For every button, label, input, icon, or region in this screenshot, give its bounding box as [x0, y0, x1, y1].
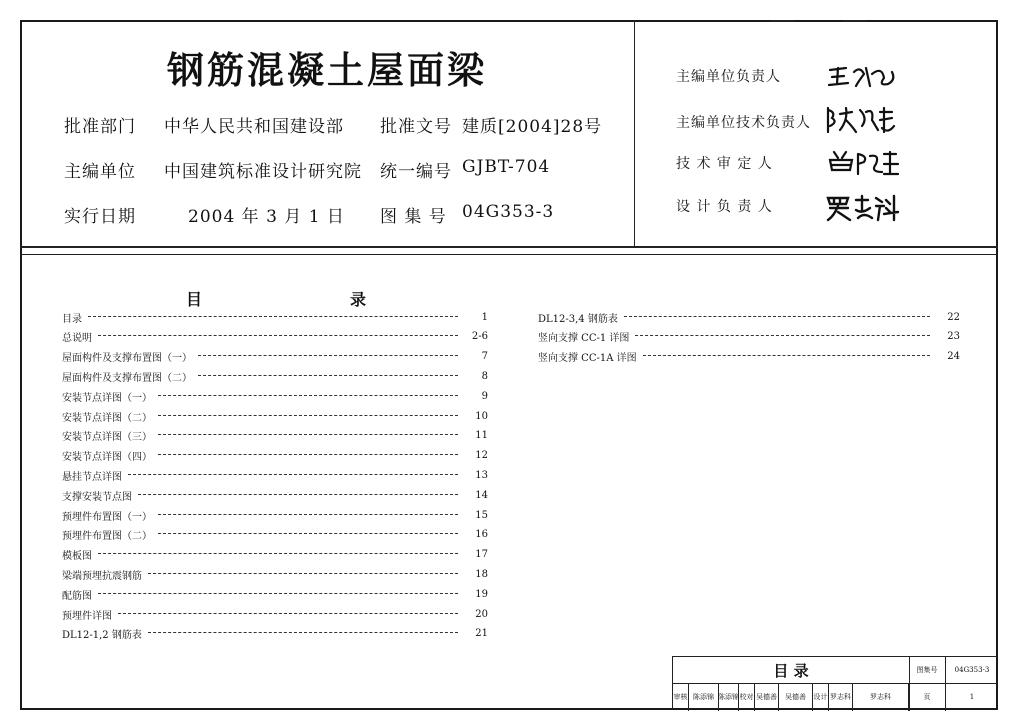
signature-image: [826, 60, 902, 90]
page-label: 页: [923, 693, 931, 701]
toc-entry: [538, 347, 960, 367]
toc-entry-page: 20: [475, 608, 488, 620]
toc-heading-left: 目: [186, 290, 203, 309]
toc-entry: [62, 485, 488, 505]
toc-entry: [62, 446, 488, 466]
toc-entry-title: 目录: [62, 313, 82, 325]
sign-cell: 陈添锦: [689, 683, 719, 711]
toc-leader: [158, 415, 458, 416]
toc-entry-title: 安装节点详图（一）: [62, 392, 152, 404]
toc-entry-title: 支撑安装节点图: [62, 491, 132, 503]
toc-entry: [62, 307, 488, 327]
toc-entry-page: 23: [947, 331, 960, 343]
toc-entry: [62, 604, 488, 624]
toc-entry-page: 2-6: [471, 331, 488, 343]
toc-entry-title: 悬挂节点详图: [62, 471, 122, 483]
header-separator-thin: [20, 254, 998, 255]
toc-entry-page: 16: [475, 529, 488, 541]
toc-entry: [62, 564, 488, 584]
toc-leader: [198, 355, 458, 356]
toc-leader: [128, 474, 458, 475]
chief-editor-label: 主编单位: [64, 162, 136, 182]
header-divider: [634, 20, 635, 246]
toc-entry-title: 预埋件详图: [62, 610, 112, 622]
unified-no-value: GJBT-704: [462, 157, 551, 177]
sign-cell: 陈添锦: [719, 683, 739, 711]
toc-leader: [88, 316, 458, 317]
toc-entry-title: 安装节点详图（二）: [62, 412, 152, 424]
toc-leader: [643, 355, 930, 356]
toc-entry-page: 17: [475, 549, 488, 561]
toc-leader: [98, 593, 458, 594]
signature-image: [826, 148, 902, 178]
sign-cell: 校对: [739, 683, 755, 711]
toc-entry-page: 14: [475, 489, 488, 501]
unified-no-label: 统一编号: [380, 162, 452, 182]
responsible-role: 技 术 审 定 人: [676, 156, 773, 172]
responsible-role: 主编单位技术负责人: [676, 115, 811, 131]
toc-leader: [148, 573, 458, 574]
toc-entry: [62, 505, 488, 525]
toc-entry-title: 梁端预埋抗震钢筋: [62, 570, 142, 582]
toc-entry: [62, 584, 488, 604]
title-block: [672, 656, 998, 710]
page-value: 1: [969, 693, 975, 701]
toc-entry-page: 9: [481, 390, 488, 402]
atlas-no-label: 图 集 号: [380, 207, 447, 227]
toc-entry-title: 模板图: [62, 551, 92, 563]
sign-cell: 罗志科: [829, 683, 853, 711]
toc-entry: [62, 465, 488, 485]
toc-entry-page: 24: [947, 351, 960, 363]
toc-entry-page: 12: [475, 450, 488, 462]
frame-tick-mark: [770, 20, 794, 22]
sign-cell: 吴德善: [755, 683, 779, 711]
toc-leader: [138, 494, 458, 495]
toc-entry-title: 安装节点详图（三）: [62, 432, 152, 444]
toc-entry: [62, 327, 488, 347]
toc-entry-page: 10: [475, 410, 488, 422]
toc-entry: [62, 525, 488, 545]
toc-entry-title: DL12-3,4 钢筋表: [538, 313, 618, 325]
toc-entry: [62, 347, 488, 367]
toc-entry-title: 竖向支撑 CC-1 详图: [538, 333, 630, 345]
approval-doc-label: 批准文号: [380, 117, 452, 137]
effective-date-label: 实行日期: [64, 207, 136, 227]
toc-leader: [635, 335, 930, 336]
drawing-title: 钢筋混凝土屋面梁: [167, 48, 487, 92]
toc-entry-title: 安装节点详图（四）: [62, 452, 152, 464]
toc-entry-page: 7: [481, 351, 488, 363]
atlas-no-value: 04G353-3: [462, 202, 555, 222]
approval-dept-value: 中华人民共和国建设部: [164, 117, 344, 137]
atlas-no-value: 04G353-3: [954, 666, 990, 674]
toc-entry: [62, 366, 488, 386]
toc-entry-page: 11: [475, 430, 488, 442]
toc-entry-page: 18: [475, 568, 488, 580]
toc-entry-page: 19: [475, 588, 488, 600]
toc-entry-title: 预埋件布置图（二）: [62, 531, 152, 543]
toc-entry: [62, 406, 488, 426]
toc-entry-title: 预埋件布置图（一）: [62, 511, 152, 523]
toc-entry-title: 屋面构件及支撑布置图（一）: [62, 353, 192, 365]
toc-entry-page: 15: [475, 509, 488, 521]
frame-tick-mark: [842, 20, 866, 22]
toc-entry-title: 总说明: [62, 333, 92, 345]
toc-entry-page: 1: [481, 311, 488, 323]
toc-entry-page: 8: [481, 370, 488, 382]
approval-dept-label: 批准部门: [64, 117, 136, 137]
toc-leader: [158, 434, 458, 435]
toc-entry-page: 13: [475, 469, 488, 481]
toc-entry-title: 竖向支撑 CC-1A 详图: [538, 353, 637, 365]
toc-leader: [98, 553, 458, 554]
toc-leader: [158, 514, 458, 515]
responsible-role: 设 计 负 责 人: [676, 199, 773, 215]
toc-entry-page: 21: [475, 628, 488, 640]
toc-entry-page: 22: [947, 311, 960, 323]
toc-leader: [118, 613, 458, 614]
toc-entry: [538, 307, 960, 327]
toc-entry-title: 配筋图: [62, 590, 92, 602]
toc-entry: [62, 545, 488, 565]
sign-cell: 罗志科: [853, 683, 909, 711]
approval-doc-value: 建质[2004]28号: [462, 117, 603, 137]
title-block-name: 目 录: [773, 661, 809, 680]
sign-cell: 审核: [673, 683, 689, 711]
signature-image: [822, 104, 898, 134]
header-separator: [20, 246, 998, 248]
atlas-no-label: 图集号: [916, 666, 938, 674]
toc-leader: [158, 454, 458, 455]
toc-heading-right: 录: [350, 290, 367, 309]
toc-leader: [98, 335, 458, 336]
toc-entry: [62, 386, 488, 406]
toc-entry: [62, 624, 488, 644]
toc-leader: [198, 375, 458, 376]
responsible-role: 主编单位负责人: [676, 69, 781, 85]
sign-cell: 设计: [813, 683, 829, 711]
toc-entry: [538, 327, 960, 347]
toc-leader: [158, 395, 458, 396]
signature-image: [824, 192, 900, 222]
toc-entry-title: DL12-1,2 钢筋表: [62, 630, 142, 642]
sign-cell: 吴德善: [779, 683, 813, 711]
toc-entry-title: 屋面构件及支撑布置图（二）: [62, 372, 192, 384]
toc-entry: [62, 426, 488, 446]
chief-editor-value: 中国建筑标准设计研究院: [164, 162, 362, 182]
effective-date-value: 2004 年 3 月 1 日: [188, 207, 345, 227]
toc-leader: [148, 632, 458, 633]
toc-leader: [624, 316, 930, 317]
toc-leader: [158, 533, 458, 534]
